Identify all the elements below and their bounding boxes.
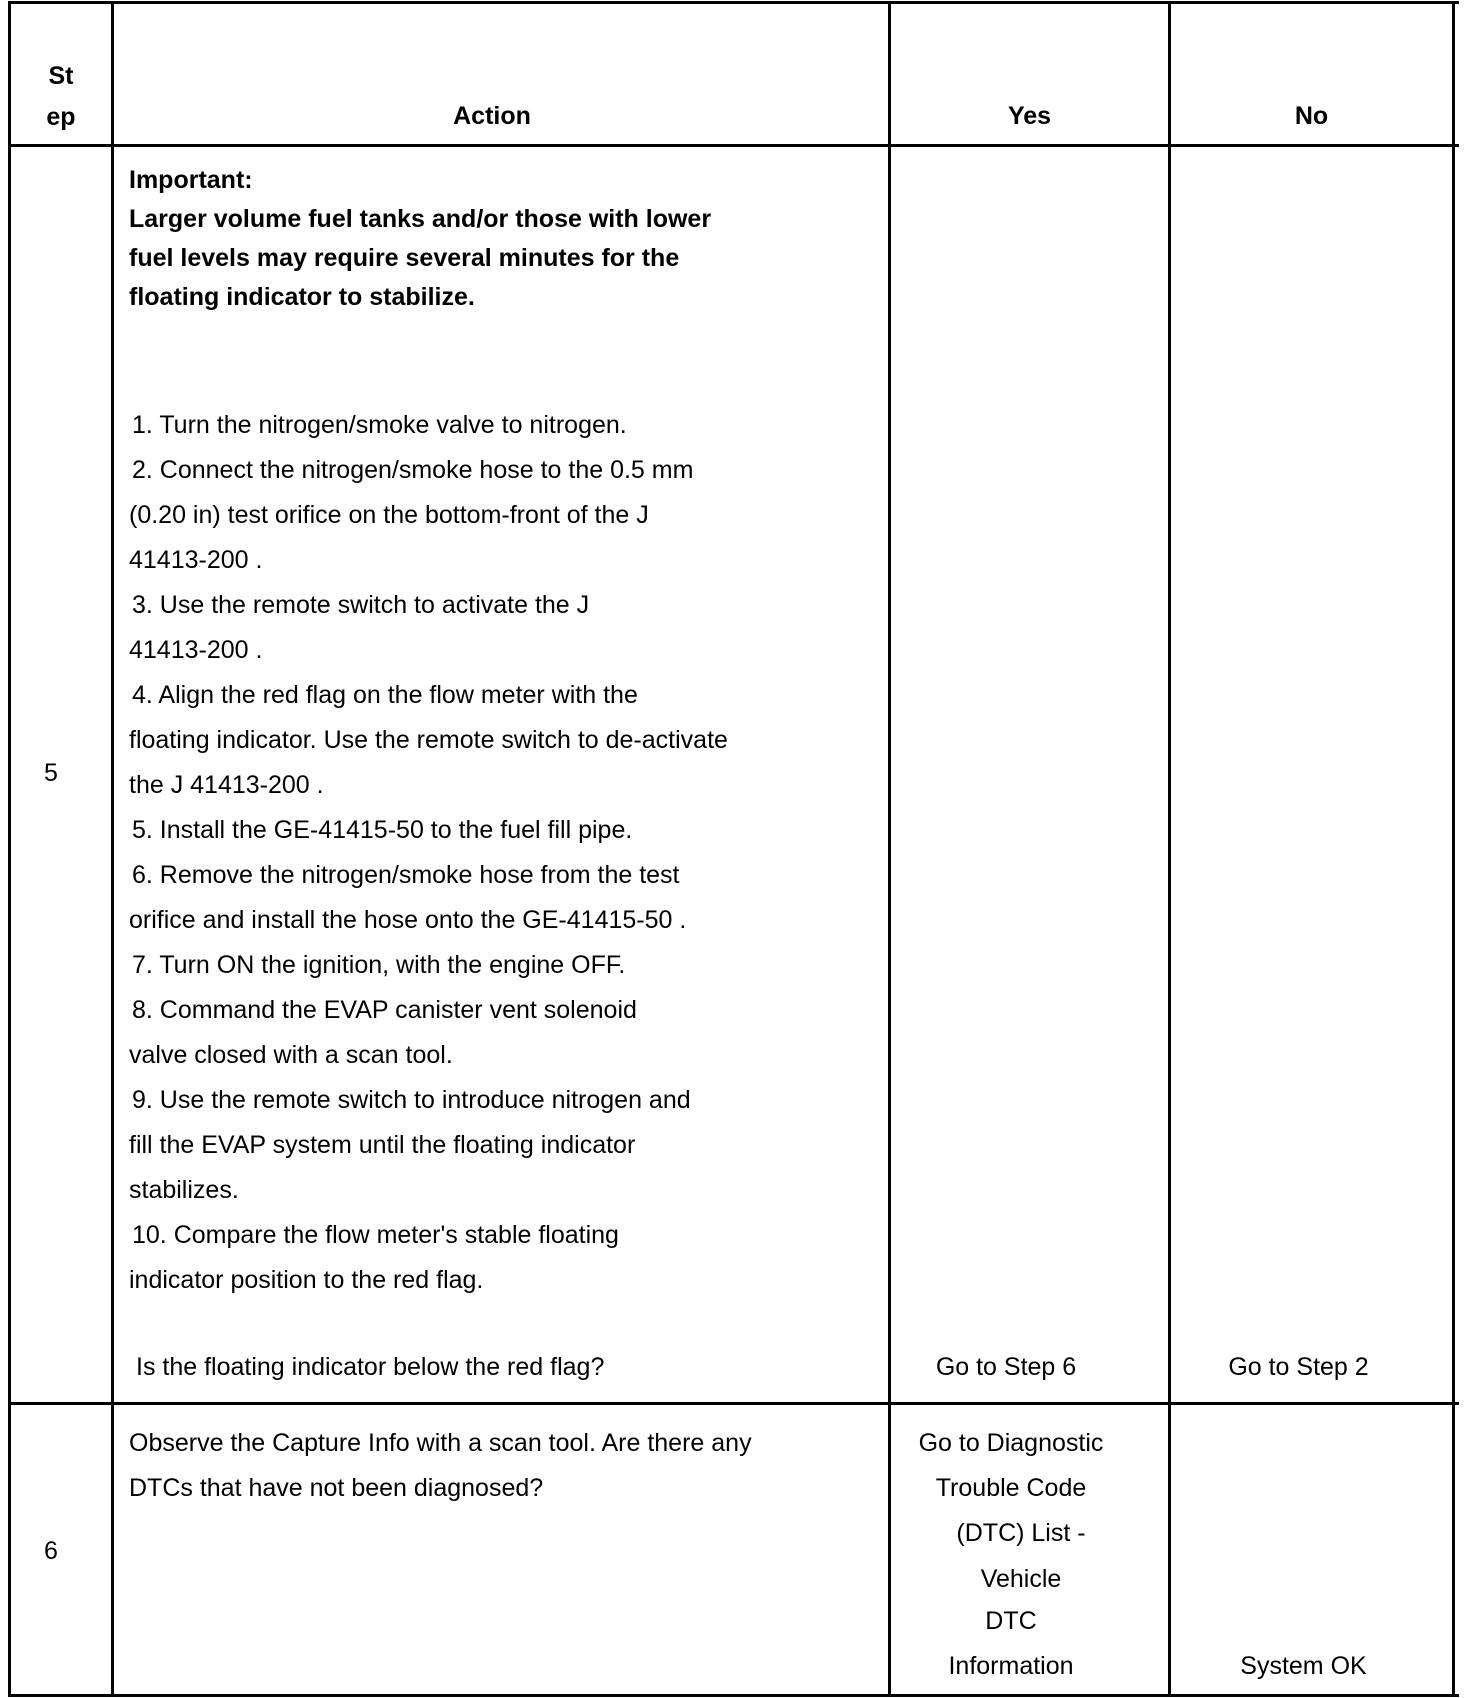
procedure-line: indicator position to the red flag. [129,1266,484,1294]
row-6-action-line: DTCs that have not been diagnosed? [129,1474,544,1502]
row-6-yes-line: Trouble Code [935,1474,1087,1502]
header-action: Action [453,102,531,130]
procedure-line: 8. Command the EVAP canister vent solenoid [132,996,637,1024]
procedure-line: 6. Remove the nitrogen/smoke hose from the test [132,861,680,889]
column-divider-yes [1168,1,1171,1697]
procedure-line: valve closed with a scan tool. [129,1041,453,1069]
header-step-line1: St [48,62,74,90]
header-step-line2: ep [46,103,76,131]
procedure-line: 10. Compare the flow meter's stable floating [132,1221,619,1249]
header-no: No [1294,102,1329,130]
procedure-line: 41413-200 . [129,636,263,664]
row-6-yes-line: Go to Diagnostic [918,1429,1104,1457]
procedure-line: 1. Turn the nitrogen/smoke valve to nitrogen. [132,411,627,439]
row-6-yes-line: Information [948,1652,1074,1680]
procedure-line: 7. Turn ON the ignition, with the engine OFF. [132,951,626,979]
important-line: fuel levels may require several minutes for the [129,244,680,272]
row-6-yes-line: Vehicle [980,1565,1062,1593]
important-line: floating indicator to stabilize. [129,283,475,311]
procedure-line: 2. Connect the nitrogen/smoke hose to the 0.5 mm [132,456,694,484]
important-label: Important: [129,166,253,194]
table-border-top [8,1,1459,4]
procedure-line: orifice and install the hose onto the GE-41415-50 . [129,906,687,934]
header-divider [8,144,1459,147]
column-divider-step [111,1,114,1697]
procedure-line: 4. Align the red flag on the flow meter with the [132,681,638,709]
row-5-step: 5 [44,759,58,787]
row-6-step: 6 [44,1537,58,1565]
procedure-line: stabilizes. [129,1176,239,1204]
procedure-line: floating indicator. Use the remote switch to de-activate [129,726,728,754]
row-5-no: Go to Step 2 [1228,1353,1369,1381]
row-5-yes: Go to Step 6 [935,1353,1077,1381]
row-6-yes-line: DTC [985,1607,1037,1635]
procedure-line: the J 41413-200 . [129,771,324,799]
row-6-yes-line: (DTC) List - [956,1519,1086,1547]
row-5-question: Is the floating indicator below the red flag? [136,1353,605,1381]
procedure-line: fill the EVAP system until the floating indicator [129,1131,636,1159]
procedure-line: 41413-200 . [129,546,263,574]
procedure-line: 9. Use the remote switch to introduce nitrogen and [132,1086,691,1114]
table-border-bottom [8,1694,1459,1697]
table-border-right [1452,1,1455,1697]
procedure-line: 5. Install the GE-41415-50 to the fuel fill pipe. [132,816,633,844]
row-6-no: System OK [1240,1652,1367,1680]
row-6-action-line: Observe the Capture Info with a scan tool. Are there any [129,1429,752,1457]
header-yes: Yes [1007,102,1052,130]
header-step [11,56,111,138]
procedure-line: 3. Use the remote switch to activate the J [132,591,590,619]
procedure-line: (0.20 in) test orifice on the bottom-front of the J [129,501,649,529]
row-divider [8,1402,1459,1405]
important-line: Larger volume fuel tanks and/or those with lower [129,205,712,233]
table-border-left [8,1,11,1697]
